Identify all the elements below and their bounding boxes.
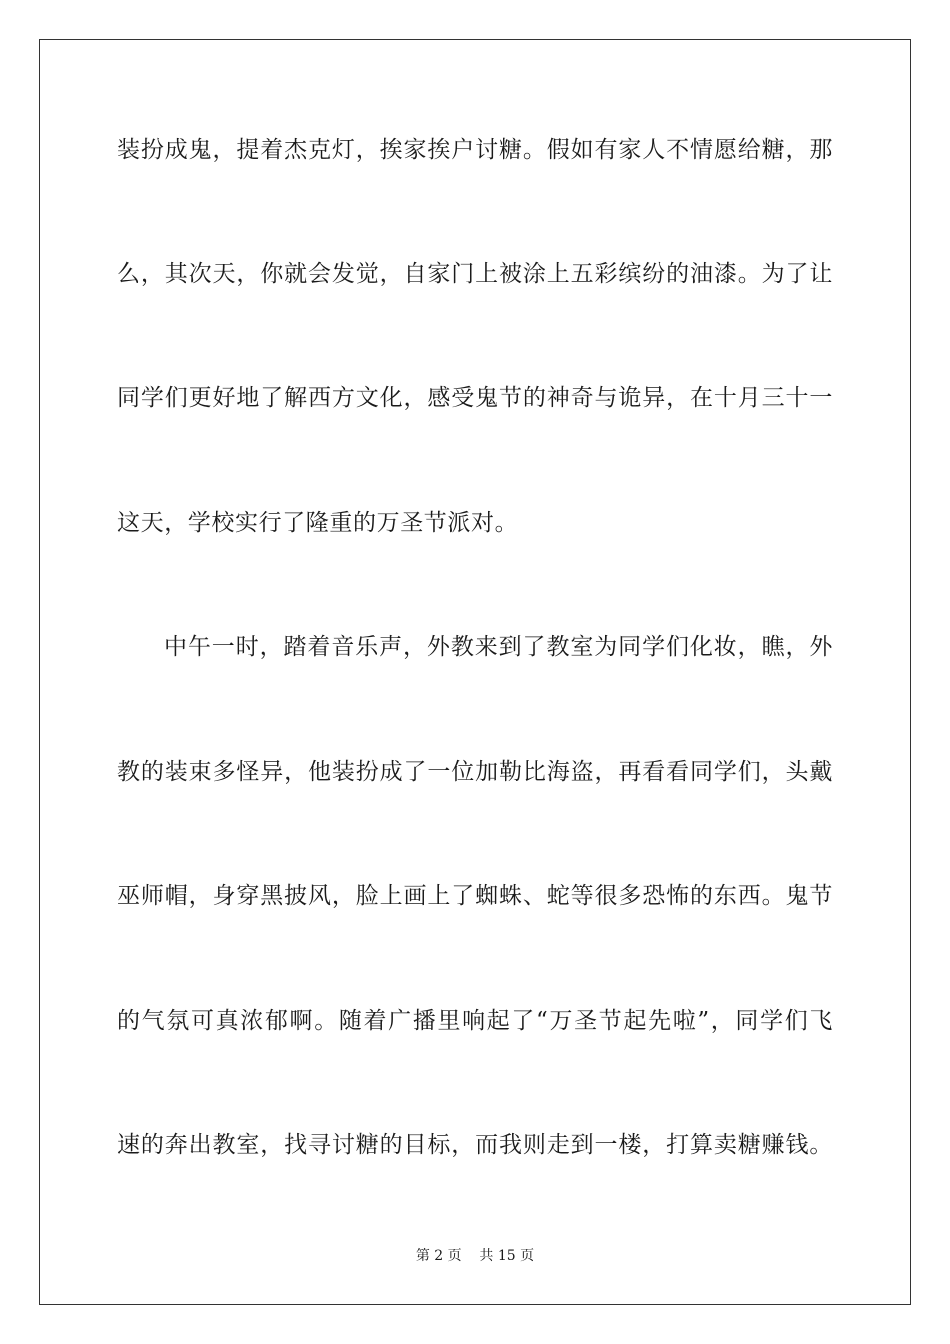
page-border — [39, 39, 911, 1305]
page-number-footer: 第 2 页 共 15 页 — [415, 1248, 535, 1264]
text-line: 这天，学校实行了隆重的万圣节派对。 — [117, 510, 519, 536]
text-line: 速的奔出教室，找寻讨糖的目标，而我则走到一楼，打算卖糖赚钱。 — [117, 1132, 833, 1158]
text-line: 教的装束多怪异，他装扮成了一位加勒比海盗，再看看同学们，头戴 — [117, 759, 833, 785]
text-line: 巫师帽，身穿黑披风，脸上画上了蜘蛛、蛇等很多恐怖的东西。鬼节 — [117, 883, 833, 909]
text-line: 的气氛可真浓郁啊。随着广播里响起了“万圣节起先啦”，同学们飞 — [117, 1008, 833, 1034]
text-line: 么，其次天，你就会发觉，自家门上被涂上五彩缤纷的油漆。为了让 — [117, 261, 833, 287]
text-line: 同学们更好地了解西方文化，感受鬼节的神奇与诡异，在十月三十一 — [117, 385, 833, 411]
text-line: 装扮成鬼，提着杰克灯，挨家挨户讨糖。假如有家人不情愿给糖，那 — [117, 137, 833, 163]
text-line: 中午一时，踏着音乐声，外教来到了教室为同学们化妆，瞧，外 — [164, 634, 833, 660]
